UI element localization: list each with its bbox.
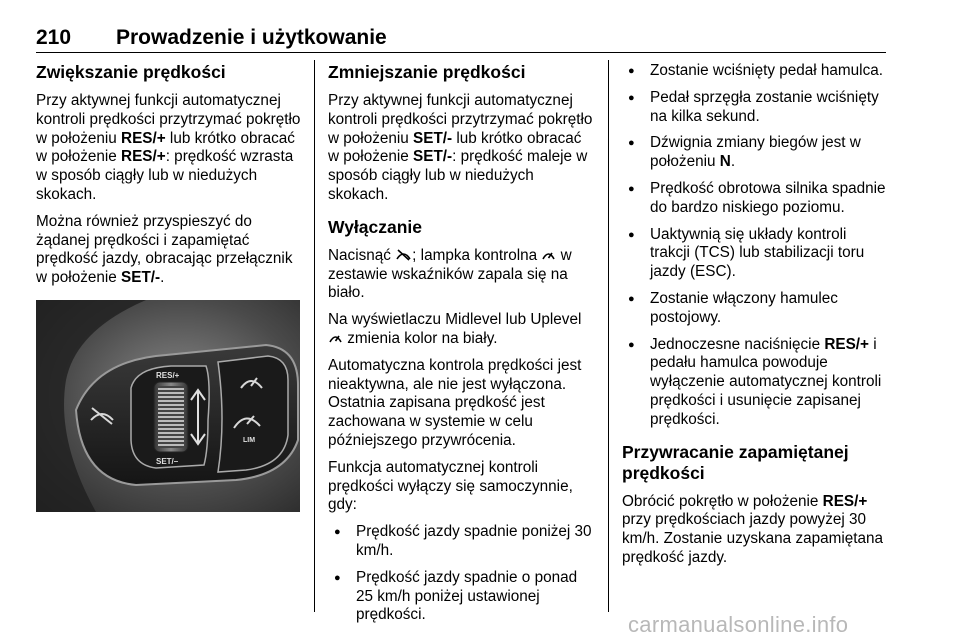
paragraph-deactivation-2: [328, 311, 596, 349]
column-2: [328, 62, 596, 633]
list-item: ● Pedał sprzęgła zostanie wciśnięty na kilka sekund.: [622, 89, 888, 127]
bold-gear-n: N: [719, 153, 731, 171]
text: Przy aktywnej funkcji automatycznej kontroli prędkości przytrzymać pokrętło w położeniu: [328, 92, 593, 147]
paragraph-resume: [622, 493, 888, 568]
text: zmienia kolor na biały.: [343, 329, 498, 347]
list-item: [622, 134, 888, 172]
text: Przy aktywnej funkcji automatycznej kontroli prędkości przytrzymać pokrętło w położeniu: [36, 92, 301, 147]
text: Dźwignia zmiany biegów jest w położeniu: [650, 134, 861, 171]
text: Obrócić pokrętło w położenie: [622, 492, 823, 510]
text: przy prędkościach jazdy powyżej 30 km/h. Zostanie uzyskana zapamiętana prędkość jazdy.: [622, 511, 884, 566]
bold-res-plus: RES/+: [824, 335, 869, 353]
list-item: ● Prędkość obrotowa silnika spadnie do bardzo niskiego poziomu.: [622, 180, 888, 218]
paragraph-deactivation-1: [328, 247, 596, 303]
text: w zestawie wskaźników zapala się na biało.: [328, 246, 572, 302]
bold-set-minus: SET/-: [413, 148, 453, 166]
text: Na wyświetlaczu Midlevel lub Uplevel: [328, 311, 582, 329]
bold-res-plus: RES/+: [121, 129, 166, 147]
list-item: ● Zostanie włączony hamulec postojowy.: [622, 290, 888, 328]
column-1: [36, 62, 302, 512]
paragraph-deactivation-4: Funkcja automatycznej kontroli prędkości wyłączy się samoczynnie, gdy:: [328, 458, 573, 514]
steering-wheel-controls-photo: [36, 300, 300, 512]
text: i pedału hamulca powoduje wyłączenie automatycznej kontroli prędkości i usunięcie zapisanej prędkości.: [650, 335, 882, 428]
list-item: [622, 336, 888, 430]
photo-label-set-minus: SET/–: [156, 456, 179, 466]
column-3: [622, 62, 888, 576]
cruise-off-button-icon: [395, 248, 412, 262]
photo-label-lim: LIM: [243, 436, 256, 444]
page-number: 210: [36, 26, 72, 49]
bold-res-plus: RES/+: [822, 492, 868, 510]
watermark: carmanualsonline.info: [628, 612, 849, 637]
paragraph-decrease-1: [328, 92, 596, 205]
text: .: [160, 269, 165, 287]
heading-resume-speed: Przywracanie zapamiętanej prędkości: [622, 441, 849, 483]
text: lub krótko obracać w położenie: [328, 129, 582, 166]
list-item: ● Prędkość jazdy spadnie o ponad 25 km/h poniżej ustawionej prędkości.: [328, 569, 596, 625]
column-divider-2: [608, 60, 609, 612]
text: ; lampka kontrolna: [412, 246, 542, 264]
text: : prędkość wzrasta w sposób ciągły lub w niedużych skokach.: [36, 148, 294, 203]
text: Jednoczesne naciśnięcie: [650, 335, 825, 353]
cruise-control-indicator-icon: [328, 331, 343, 345]
paragraph-deactivation-3: Automatyczna kontrola prędkości jest nieaktywna, ale nie jest wyłączona. Ostatnia zapisana prędkość jest zachowana w systemie w celu późniejszego przywrócenia.: [328, 356, 582, 449]
bold-set-minus: SET/-: [413, 129, 453, 147]
cruise-control-indicator-icon: [541, 248, 556, 262]
bold-res-plus: RES/+: [121, 148, 166, 166]
heading-deactivation: Wyłączanie: [328, 216, 423, 237]
heading-decrease-speed: Zmniejszanie prędkości: [328, 62, 526, 82]
photo-label-res-plus: RES/+: [156, 370, 180, 380]
text: .: [730, 153, 736, 171]
text: lub krótko obracać w położenie: [36, 129, 295, 166]
list-item: ● Uaktywnią się układy kontroli trakcji (TCS) lub stabilizacji toru jazdy (ESC).: [622, 226, 888, 282]
text: : prędkość maleje w sposób ciągły lub w niedużych skokach.: [328, 148, 588, 203]
column-divider-1: [314, 60, 315, 612]
text: Nacisnąć: [328, 246, 396, 264]
auto-off-conditions-list-continued: [622, 62, 888, 430]
header-rule: [36, 52, 886, 53]
page-header: [36, 26, 886, 52]
text: Można również przyspieszyć do żądanej prędkości i zapamiętać prędkość jazdy, obracając przełącznik w położenie: [36, 212, 293, 287]
heading-increase-speed: Zwiększanie prędkości: [36, 62, 226, 82]
list-item: ● Zostanie wciśnięty pedał hamulca.: [622, 62, 888, 81]
bold-set-minus: SET/-: [121, 269, 161, 287]
page-title: Prowadzenie i użytkowanie: [116, 26, 387, 49]
list-item: ● Prędkość jazdy spadnie poniżej 30 km/h.: [328, 523, 596, 561]
paragraph-increase-1: [36, 92, 302, 205]
auto-off-conditions-list: [328, 523, 596, 625]
paragraph-increase-2: [36, 213, 302, 288]
